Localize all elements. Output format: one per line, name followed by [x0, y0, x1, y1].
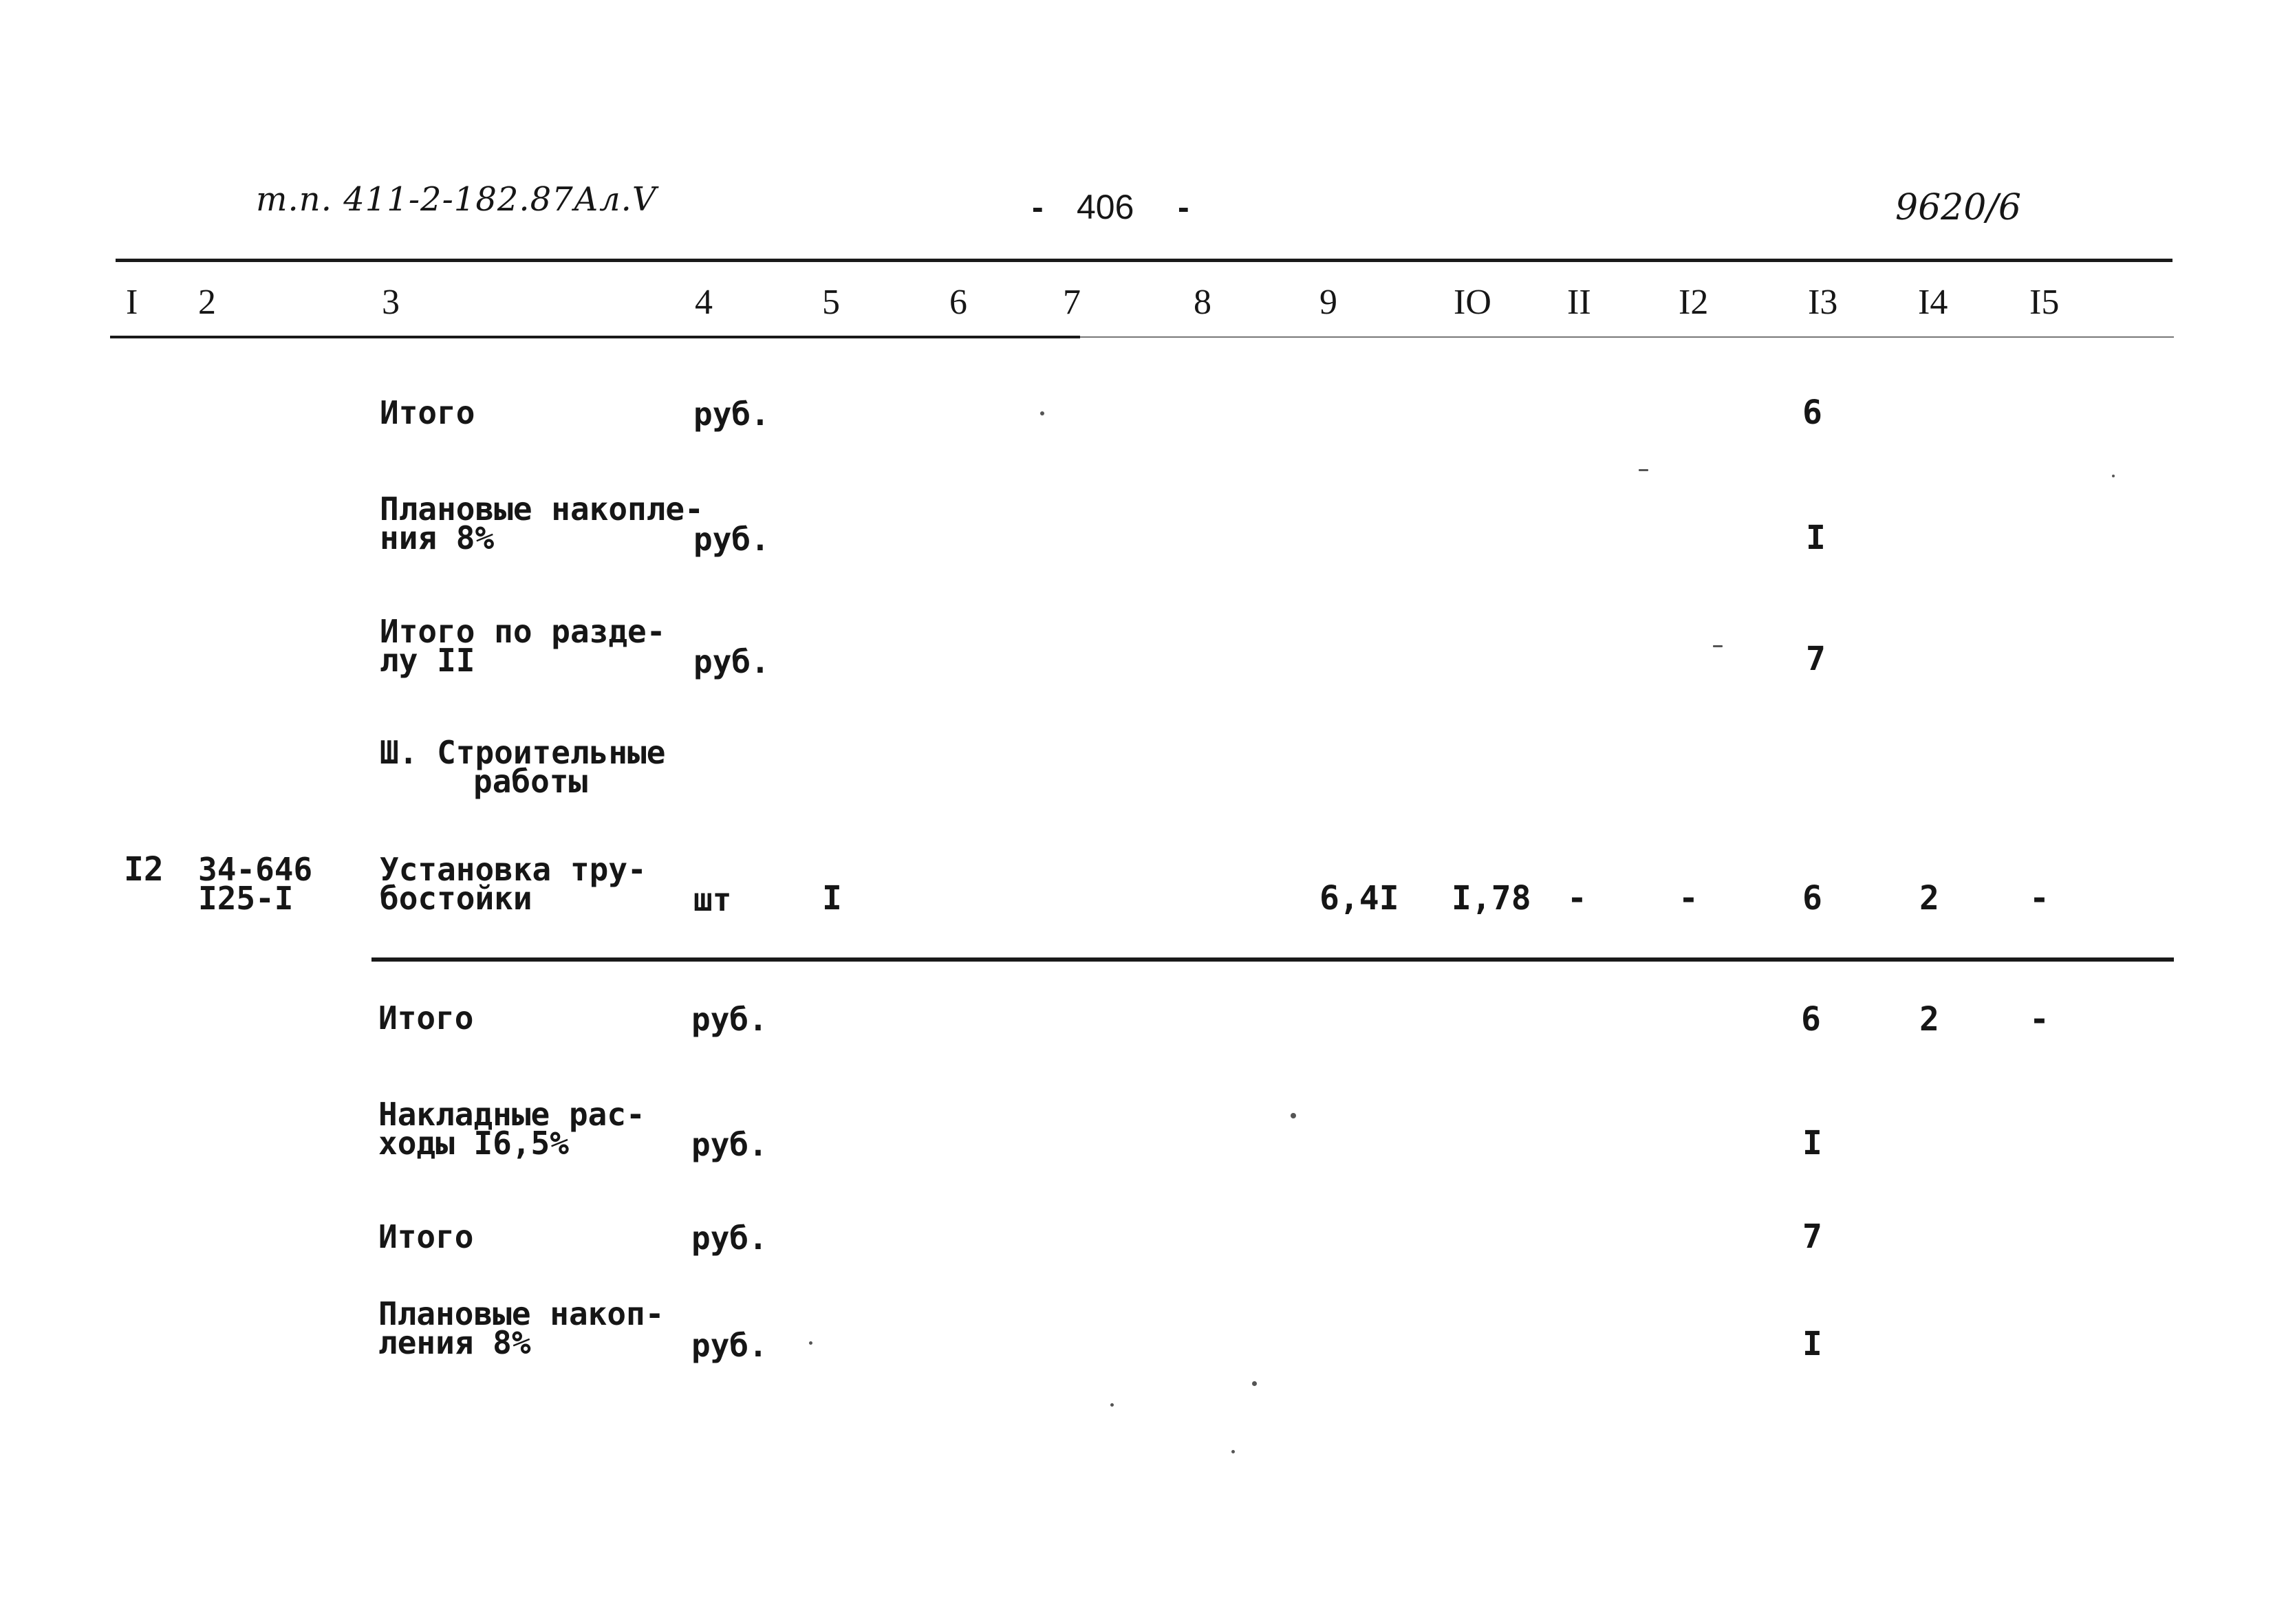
row-name: Итого — [378, 1218, 474, 1255]
row-col9: 6,4I — [1319, 879, 1399, 918]
row-col13: 6 — [1801, 1000, 1821, 1039]
row-name-line1: Плановые накоп- — [378, 1295, 665, 1332]
row-unit: руб. — [693, 643, 770, 680]
row-name-line2: бостойки — [380, 880, 532, 917]
row-name-line1: Итого по разде- — [380, 613, 666, 650]
document-code: т.п. 411-2-182.87Ал.V — [256, 180, 657, 219]
column-header-9: 9 — [1319, 283, 1337, 322]
column-header-5: 5 — [822, 283, 840, 322]
row-name-line2: лу II — [380, 642, 475, 679]
column-header-11: II — [1567, 283, 1591, 322]
row-col13: 6 — [1802, 879, 1822, 918]
scan-speck — [1231, 1450, 1235, 1453]
header-bottom-rule-dotted — [1080, 336, 2174, 338]
row-col11: - — [1567, 879, 1587, 918]
column-header-7: 7 — [1063, 283, 1081, 322]
scan-speck — [1639, 469, 1648, 471]
column-header-1: I — [126, 283, 138, 322]
row-code-line2: I25-I — [198, 880, 294, 917]
row-unit: руб. — [691, 1327, 768, 1364]
row-col15: - — [2029, 1000, 2049, 1039]
row-name-line2: ления 8% — [378, 1324, 531, 1361]
row-unit: руб. — [691, 1126, 768, 1163]
row-col12: - — [1679, 879, 1699, 918]
column-header-6: 6 — [949, 283, 967, 322]
row-unit: руб. — [693, 521, 770, 558]
column-header-8: 8 — [1194, 283, 1211, 322]
row-col13: 7 — [1802, 1217, 1822, 1256]
column-header-4: 4 — [695, 283, 713, 322]
row-col13: I — [1802, 1325, 1822, 1363]
row-col13: I — [1806, 519, 1826, 557]
column-header-10: IO — [1454, 283, 1491, 322]
header-bottom-rule — [110, 336, 1080, 338]
column-header-12: I2 — [1679, 283, 1709, 322]
page-number-dash-left: - — [1032, 188, 1044, 226]
scan-speck — [1040, 411, 1044, 415]
row-col14: 2 — [1919, 879, 1939, 918]
row-number: I2 — [124, 850, 164, 889]
column-header-15: I5 — [2029, 283, 2060, 322]
row-col13: I — [1802, 1124, 1822, 1162]
page-number-dash-right: - — [1178, 188, 1189, 226]
row-col13: 7 — [1806, 640, 1826, 678]
scan-speck — [1252, 1381, 1257, 1386]
row-col14: 2 — [1919, 1000, 1939, 1039]
row-name-line2: ния 8% — [380, 519, 495, 556]
scan-speck — [809, 1341, 812, 1345]
row-name-line1: Плановые накопле- — [380, 490, 704, 528]
row-name: Итого — [378, 999, 474, 1037]
row-name-line1: Установка тру- — [380, 851, 647, 888]
page-number: 406 — [1077, 188, 1134, 226]
sheet-number: 9620/6 — [1895, 187, 2021, 228]
column-header-13: I3 — [1808, 283, 1838, 322]
row-col10: I,78 — [1452, 879, 1531, 918]
header-top-rule — [116, 259, 2172, 262]
section-title-line1: Ш. Строительные — [380, 734, 666, 771]
scan-speck — [1291, 1113, 1296, 1118]
section-title-line2: работы — [473, 763, 588, 800]
column-header-2: 2 — [198, 283, 216, 322]
column-header-14: I4 — [1918, 283, 1948, 322]
scan-speck — [1110, 1403, 1114, 1407]
row-name-line2: ходы I6,5% — [378, 1125, 569, 1162]
section-separator-rule — [371, 957, 2174, 962]
row-code-line1: 34-646 — [198, 851, 313, 888]
row-unit: руб. — [691, 1001, 768, 1038]
scan-speck — [2112, 475, 2115, 477]
row-unit: руб. — [691, 1220, 768, 1257]
row-name-line1: Накладные рас- — [378, 1096, 645, 1133]
row-unit: шт — [693, 881, 732, 918]
row-col15: - — [2029, 879, 2049, 918]
row-col5: I — [822, 879, 842, 918]
row-unit: руб. — [693, 396, 770, 433]
row-col13: 6 — [1802, 393, 1822, 432]
row-name: Итого — [380, 394, 475, 431]
scan-speck — [1713, 645, 1723, 647]
column-header-3: 3 — [382, 283, 400, 322]
